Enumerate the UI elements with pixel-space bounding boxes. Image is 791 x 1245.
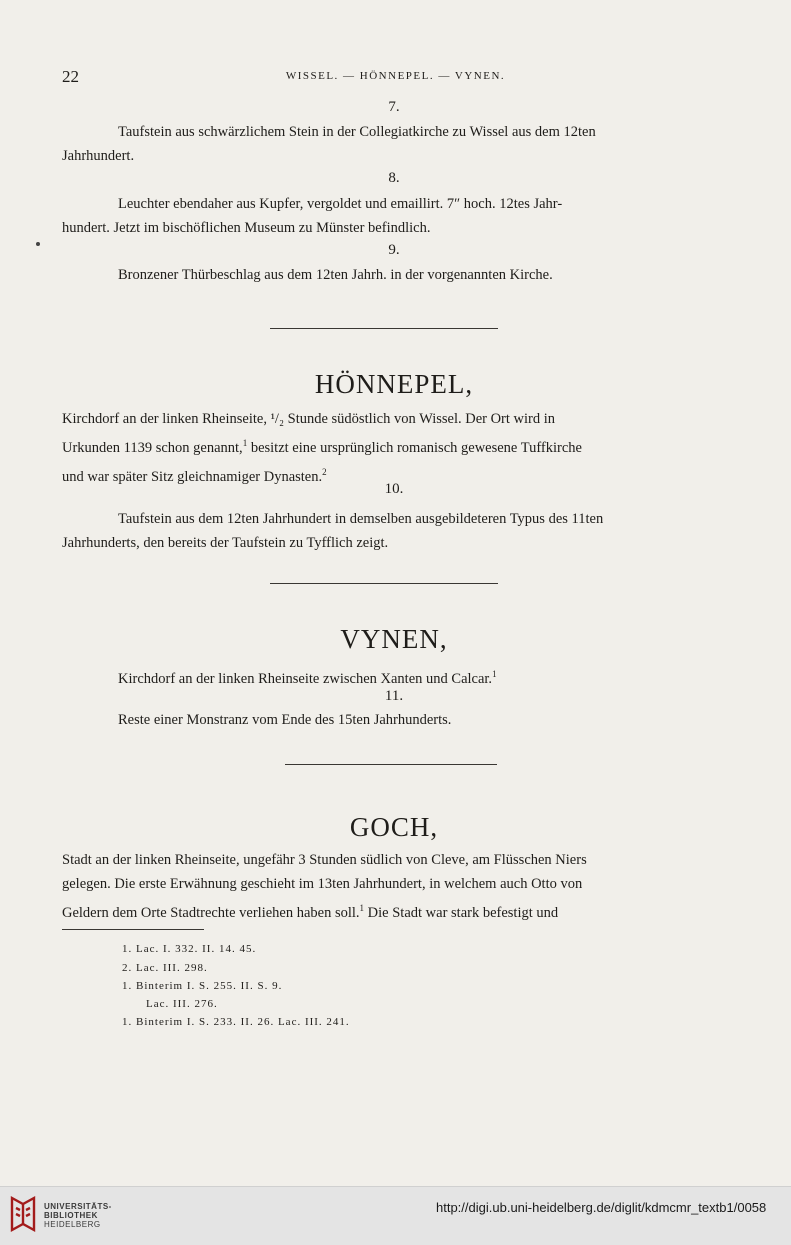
item-10-text xyxy=(62,507,726,555)
section-title-vynen: VYNEN, xyxy=(340,624,448,654)
item-10-line1: Taufstein aus dem 12ten Jahrhundert in demselben ausgebildeteren Typus des 11ten xyxy=(118,511,604,527)
viewer-footer xyxy=(0,1186,791,1245)
item-7-line2: Jahrhundert. xyxy=(62,148,135,164)
section-title-goch: GOCH, xyxy=(349,812,439,842)
goch-intro xyxy=(62,848,726,925)
footnote-ref: 1 xyxy=(492,669,497,679)
item-number-8: 8. xyxy=(388,170,400,186)
section-divider xyxy=(285,764,497,765)
ink-speck xyxy=(36,242,40,246)
hoennepel-line1a: Kirchdorf an der linken Rheinseite, xyxy=(62,411,271,427)
goch-line2: gelegen. Die erste Erwähnung geschieht im 13ten Jahrhundert, in welchem auch Otto von xyxy=(62,876,583,892)
item-8-line1: Leuchter ebendaher aus Kupfer, vergoldet und emaillirt. 7″ hoch. 12tes Jahr- xyxy=(118,196,563,212)
hoennepel-line2a: Urkunden 1139 schon genannt, xyxy=(62,439,243,456)
footnote: Lac. III. 276. xyxy=(146,998,218,1010)
vynen-intro xyxy=(62,662,726,691)
item-8-text xyxy=(62,192,726,240)
footnote: 1. Lac. I. 332. II. 14. 45. xyxy=(122,943,257,955)
hoennepel-line3: und war später Sitz gleichnamiger Dynasten. xyxy=(62,468,323,485)
footnote-ref: 1 xyxy=(359,903,365,913)
goch-line1: Stadt an der linken Rheinseite, ungefähr 3 Stunden südlich von Cleve, am Flüsschen Niers xyxy=(62,852,587,868)
hoennepel-fraction: ¹/₂ xyxy=(270,411,285,427)
hoennepel-intro xyxy=(62,407,726,489)
footnote: 1. Binterim I. S. 233. II. 26. Lac. III. 241. xyxy=(122,1016,350,1028)
item-11-line1: Reste einer Monstranz vom Ende des 15ten Jahrhunderts. xyxy=(118,712,452,728)
item-number-11: 11. xyxy=(384,688,404,704)
goch-line3a: Geldern dem Orte Stadtrechte verliehen haben soll. xyxy=(62,904,360,921)
section-divider xyxy=(270,583,498,584)
section-title-hoennepel: HÖNNEPEL, xyxy=(314,369,474,399)
footnote-ref: 2 xyxy=(322,466,327,477)
item-number-10: 10. xyxy=(384,481,404,497)
running-title: WISSEL. — HÖNNEPEL. — VYNEN. xyxy=(285,70,506,82)
hoennepel-line1b: Stunde südöstlich von Wissel. Der Ort wird in xyxy=(284,411,556,427)
page-number: 22 xyxy=(62,67,79,86)
logo-line: HEIDELBERG xyxy=(44,1220,101,1229)
hoennepel-line2b: besitzt eine ursprünglich romanisch gewesene Tuffkirche xyxy=(247,439,582,456)
logo-line: BIBLIOTHEK xyxy=(44,1211,98,1220)
item-11-text xyxy=(62,708,726,732)
university-library-name xyxy=(44,1202,112,1229)
section-divider xyxy=(270,328,498,329)
goch-line3b: Die Stadt war stark befestigt und xyxy=(364,904,559,921)
item-9-line1: Bronzener Thürbeschlag aus dem 12ten Jahrh. in der vorgenannten Kirche. xyxy=(118,267,553,283)
footnote: 1. Binterim I. S. 255. II. S. 9. xyxy=(122,980,283,992)
logo-line: UNIVERSITÄTS- xyxy=(44,1202,112,1211)
vynen-line1: Kirchdorf an der linken Rheinseite zwischen Xanten und Calcar. xyxy=(118,670,493,687)
permalink-url[interactable]: http://digi.ub.uni-heidelberg.de/diglit/kdmcmr_textb1/0058 xyxy=(436,1200,767,1215)
item-9-text xyxy=(62,263,726,287)
item-8-line2: hundert. Jetzt im bischöflichen Museum zu Münster befindlich. xyxy=(62,220,431,236)
footnote-ref: 1 xyxy=(242,438,248,448)
item-number-7: 7. xyxy=(388,99,400,115)
footnote-divider xyxy=(62,929,204,930)
item-7-line1: Taufstein aus schwärzlichem Stein in der Collegiatkirche zu Wissel aus dem 12ten xyxy=(118,124,596,140)
item-10-line2: Jahrhunderts, den bereits der Taufstein zu Tyfflich zeigt. xyxy=(62,535,389,551)
footnote: 2. Lac. III. 298. xyxy=(122,962,208,974)
university-library-logo-icon xyxy=(8,1194,38,1234)
item-7-text xyxy=(62,120,726,168)
item-number-9: 9. xyxy=(388,242,400,258)
